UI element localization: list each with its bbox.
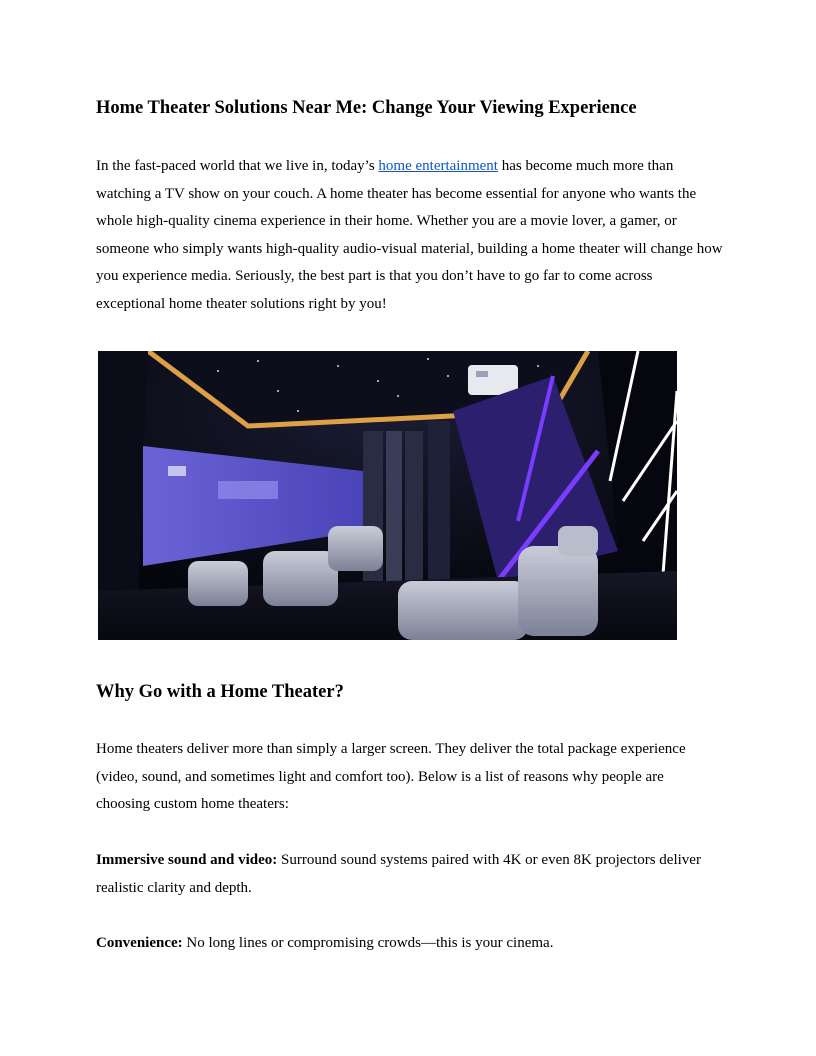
reason-item bbox=[96, 930, 720, 958]
reason-text: Surround sound systems paired with 4K or even 8K projectors deliver realistic clarity and depth. bbox=[96, 852, 701, 896]
reason-title: Immersive sound and video: bbox=[96, 852, 278, 868]
reason-item bbox=[96, 847, 720, 902]
section-heading-why: Why Go with a Home Theater? bbox=[96, 682, 344, 702]
intro-text-end: has become much more than watching a TV show on your couch. A home theater has become essential for anyone who wants the whole high-quality cinema experience in their home. Whether you are a movie lover, a gamer, or someone who simply wants high-quality audio-visual material, building a home theater will change how you experience media. Seriously, the best part is that you don’t have to go far to come across exceptional home theater solutions right by you! bbox=[96, 158, 723, 312]
intro-paragraph bbox=[96, 153, 724, 318]
home-entertainment-link[interactable]: home entertainment bbox=[378, 158, 498, 174]
page-title: Home Theater Solutions Near Me: Change Your Viewing Experience bbox=[96, 98, 637, 118]
intro-text-start: In the fast-paced world that we live in, today’s bbox=[96, 158, 379, 174]
reason-title: Convenience: bbox=[96, 935, 183, 951]
why-paragraph: Home theaters deliver more than simply a larger screen. They deliver the total package experience (video, sound, and sometimes light and comfort too). Below is a list of reasons why people are choosing custom home theaters: bbox=[96, 741, 686, 812]
reason-text: No long lines or compromising crowds—this is your cinema. bbox=[182, 935, 554, 951]
home-theater-photo bbox=[98, 351, 677, 640]
